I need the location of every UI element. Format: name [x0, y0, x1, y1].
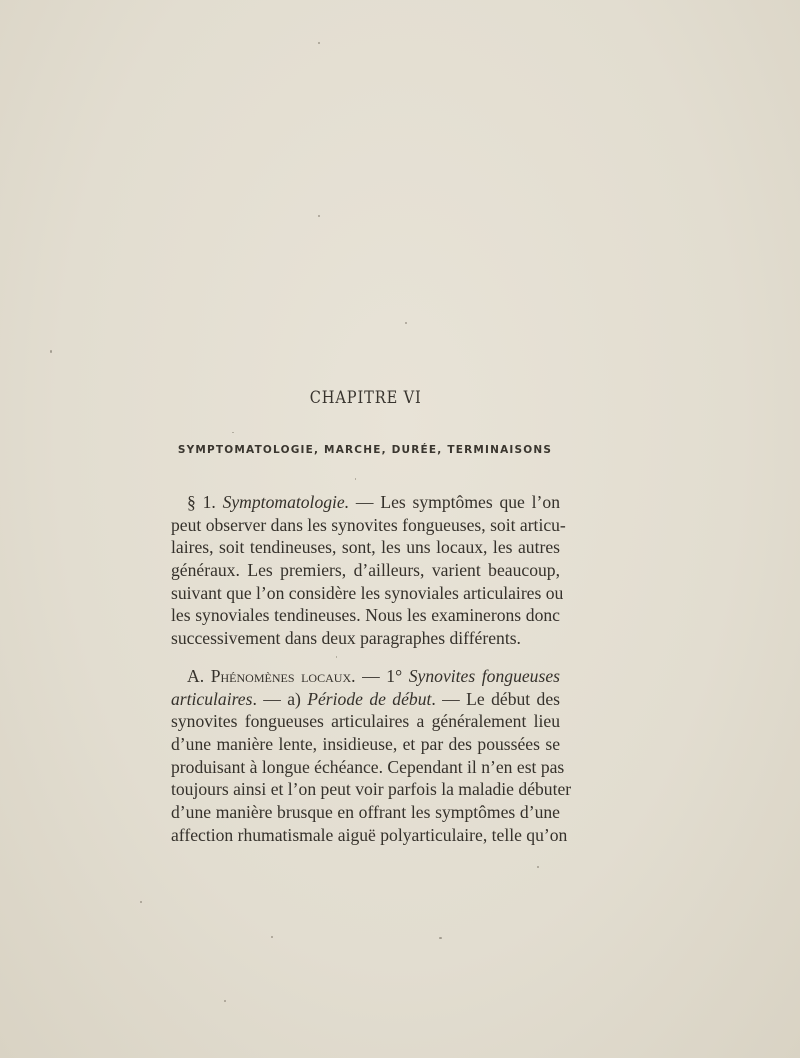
- text-segment: suivant que l’on considère les synoviales articulaires ou: [171, 582, 564, 603]
- paper-speck: [232, 432, 234, 433]
- paper-speck: [537, 866, 539, 868]
- text-segment: . — 1°: [351, 666, 409, 686]
- paper-speck: [336, 656, 337, 658]
- small-caps-text: Phénomènes locaux: [210, 666, 352, 686]
- text-segment: les synoviales tendineuses. Nous les examinerons donc: [171, 605, 560, 626]
- text-segment: affection rhumatismale aiguë polyarticulaire, telle qu’on: [171, 824, 568, 845]
- text-segment: produisant à longue échéance. Cependant il n’en est pas: [171, 756, 565, 777]
- paper-speck: [439, 937, 442, 939]
- paper-speck: [318, 215, 320, 217]
- paper-speck: [355, 478, 356, 480]
- text-segment: A.: [187, 666, 211, 686]
- paper-speck: [405, 322, 407, 324]
- text-segment: — Les symptômes que l’on: [349, 492, 560, 512]
- paper-speck: [140, 901, 142, 903]
- text-line: [171, 627, 560, 650]
- text-segment: § 1.: [187, 492, 223, 512]
- text-segment: . — a): [252, 688, 308, 709]
- text-segment: d’une manière brusque en offrant les symptômes d’une: [171, 802, 560, 823]
- text-segment: d’une manière lente, insidieuse, et par des poussées se: [171, 734, 560, 755]
- chapter-title: CHAPITRE VI: [309, 388, 422, 408]
- text-line: [171, 824, 568, 847]
- text-line: [171, 514, 566, 537]
- text-line: [171, 491, 560, 514]
- text-segment: synovites fongueuses articulaires a généralement lieu: [171, 711, 560, 732]
- text-segment: laires, soit tendineuses, sont, les uns locaux, les autres: [171, 537, 560, 558]
- text-line: [171, 778, 572, 801]
- text-line: [171, 688, 560, 711]
- paragraph-phenomenes-locaux: [171, 665, 572, 847]
- text-segment: toujours ainsi et l’on peut voir parfois la maladie débuter: [171, 779, 572, 800]
- paragraph-symptomatologie: [171, 491, 566, 650]
- chapter-subtitle: SYMPTOMATOLOGIE, MARCHE, DURÉE, TERMINAISONS: [177, 444, 553, 456]
- italic-text: Synovites fongueuses: [408, 666, 560, 686]
- text-line: [171, 665, 560, 688]
- italic-text: articulaires: [171, 688, 253, 709]
- text-line: [171, 582, 564, 605]
- text-segment: peut observer dans les synovites fongueuses, soit articu-: [171, 514, 566, 535]
- text-line: [171, 604, 560, 627]
- paper-speck: [224, 1000, 226, 1002]
- text-line: [171, 756, 565, 779]
- paper-speck: [271, 936, 273, 938]
- paper-speck: [50, 350, 52, 353]
- paper-speck: [318, 42, 320, 44]
- text-line: [171, 801, 560, 824]
- text-segment: . — Le début des: [431, 688, 561, 709]
- text-segment: généraux. Les premiers, d’ailleurs, varient beaucoup,: [171, 560, 560, 581]
- italic-text: Période de début: [307, 688, 432, 709]
- italic-text: Symptomatologie.: [222, 492, 350, 512]
- text-segment: successivement dans deux paragraphes différents.: [171, 628, 521, 649]
- text-line: [171, 559, 560, 582]
- text-line: [171, 536, 560, 559]
- text-line: [171, 710, 560, 733]
- text-line: [171, 733, 560, 756]
